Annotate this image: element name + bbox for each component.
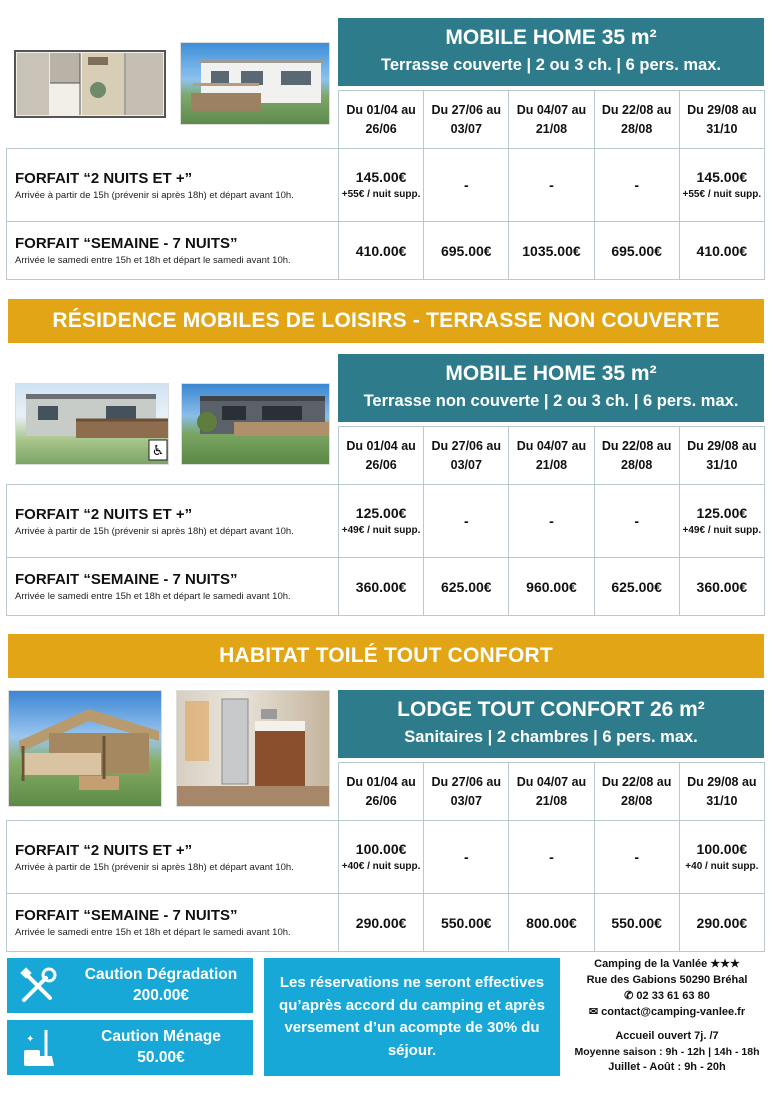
deposit-label: Caution Ménage	[101, 1028, 221, 1046]
hours-mid-season: Moyenne saison : 9h - 12h | 14h - 18h	[574, 1045, 760, 1058]
package-conditions: Arrivée à partir de 15h (prévenir si après 18h) et départ avant 10h.	[15, 189, 294, 201]
price-cell: 695.00€	[594, 222, 679, 280]
contact-block	[564, 957, 770, 1076]
price-cell: -	[594, 149, 679, 222]
price-table	[6, 762, 765, 952]
table-row	[7, 558, 765, 616]
period-header: Du 04/07 au 21/08	[509, 427, 594, 485]
period-header: Du 01/04 au 26/06	[339, 91, 424, 149]
price-cell: -	[594, 485, 679, 558]
period-header: Du 27/06 au 03/07	[424, 763, 509, 821]
product-title: MOBILE HOME 35 m²	[445, 362, 657, 385]
price-cell: 695.00€	[424, 222, 509, 280]
product-header	[338, 354, 764, 422]
price-cell: 290.00€	[679, 894, 764, 952]
price-cell: 550.00€	[594, 894, 679, 952]
phone-number[interactable]: ✆ 02 33 61 63 80	[624, 989, 710, 1002]
deposit-amount: 50.00€	[137, 1048, 185, 1066]
cleaning-icon	[7, 1026, 69, 1070]
svg-text:♿: ♿	[151, 443, 165, 459]
deposit-label: Caution Dégradation	[84, 966, 238, 984]
product-header	[338, 18, 764, 86]
package-title: FORFAIT “2 NUITS ET +”	[15, 169, 193, 187]
package-title: FORFAIT “SEMAINE - 7 NUITS”	[15, 235, 238, 252]
price-table	[6, 90, 765, 280]
price-cell: 625.00€	[594, 558, 679, 616]
price-cell: 125.00€ +49€ / nuit supp.	[679, 485, 764, 558]
package-conditions: Arrivée le samedi entre 15h et 18h et départ le samedi avant 10h.	[15, 255, 291, 266]
period-header: Du 04/07 au 21/08	[509, 91, 594, 149]
tools-icon	[7, 964, 69, 1008]
camping-name: Camping de la Vanlée ★★★	[594, 958, 740, 970]
period-header: Du 29/08 au 31/10	[679, 91, 764, 149]
damage-deposit-box	[7, 958, 253, 1013]
price-cell: 410.00€	[679, 222, 764, 280]
package-title: FORFAIT “2 NUITS ET +”	[15, 841, 193, 859]
price-cell: -	[509, 149, 594, 222]
period-header: Du 01/04 au 26/06	[339, 763, 424, 821]
period-header: Du 22/08 au 28/08	[594, 763, 679, 821]
section-banner: RÉSIDENCE MOBILES DE LOISIRS - TERRASSE NON COUVERTE	[8, 299, 764, 343]
period-header: Du 22/08 au 28/08	[594, 427, 679, 485]
price-cell: 145.00€ +55€ / nuit supp.	[339, 149, 424, 222]
period-header: Du 29/08 au 31/10	[679, 427, 764, 485]
period-header: Du 29/08 au 31/10	[679, 763, 764, 821]
price-cell: 1035.00€	[509, 222, 594, 280]
svg-text:✦: ✦	[26, 1033, 35, 1045]
hours-title: Accueil ouvert 7j. /7	[615, 1029, 719, 1042]
price-cell: -	[424, 821, 509, 894]
email-link[interactable]: ✉ contact@camping-vanlee.fr	[588, 1005, 746, 1018]
package-title: FORFAIT “SEMAINE - 7 NUITS”	[15, 907, 238, 924]
cleaning-deposit-box	[7, 1020, 253, 1075]
period-header: Du 04/07 au 21/08	[509, 763, 594, 821]
price-cell: -	[509, 821, 594, 894]
product-header	[338, 690, 764, 758]
price-cell: 800.00€	[509, 894, 594, 952]
table-row	[7, 222, 765, 280]
price-cell: 550.00€	[424, 894, 509, 952]
product-subtitle: Sanitaires | 2 chambres | 6 pers. max.	[404, 728, 698, 746]
package-title: FORFAIT “SEMAINE - 7 NUITS”	[15, 571, 238, 588]
price-cell: -	[509, 485, 594, 558]
package-title: FORFAIT “2 NUITS ET +”	[15, 505, 193, 523]
product-subtitle: Terrasse couverte | 2 ou 3 ch. | 6 pers. max.	[380, 56, 721, 74]
period-header: Du 27/06 au 03/07	[424, 91, 509, 149]
table-row	[7, 485, 765, 558]
camping-address: Rue des Gabions 50290 Bréhal	[586, 973, 748, 986]
period-header: Du 01/04 au 26/06	[339, 427, 424, 485]
package-conditions: Arrivée le samedi entre 15h et 18h et départ le samedi avant 10h.	[15, 591, 291, 602]
price-cell: -	[424, 485, 509, 558]
product-subtitle: Terrasse non couverte | 2 ou 3 ch. | 6 pers. max.	[363, 392, 739, 410]
price-cell: 360.00€	[339, 558, 424, 616]
price-cell: 100.00€ +40 / nuit supp.	[679, 821, 764, 894]
table-row	[7, 149, 765, 222]
price-cell: -	[424, 149, 509, 222]
hours-high-season: Juillet - Août : 9h - 20h	[608, 1060, 726, 1073]
reservation-notice: Les réservations ne seront effectives qu’après accord du camping et après versement d’un acompte de 30% du séjour.	[264, 958, 560, 1076]
package-conditions: Arrivée le samedi entre 15h et 18h et départ le samedi avant 10h.	[15, 927, 291, 938]
price-cell: 960.00€	[509, 558, 594, 616]
price-cell: 125.00€ +49€ / nuit supp.	[339, 485, 424, 558]
product-title: MOBILE HOME 35 m²	[445, 26, 657, 49]
price-cell: 360.00€	[679, 558, 764, 616]
table-row	[7, 894, 765, 952]
package-conditions: Arrivée à partir de 15h (prévenir si après 18h) et départ avant 10h.	[15, 525, 294, 537]
price-cell: 145.00€ +55€ / nuit supp.	[679, 149, 764, 222]
price-cell: 625.00€	[424, 558, 509, 616]
period-header: Du 22/08 au 28/08	[594, 91, 679, 149]
price-cell: -	[594, 821, 679, 894]
price-cell: 290.00€	[339, 894, 424, 952]
table-row	[7, 821, 765, 894]
price-cell: 410.00€	[339, 222, 424, 280]
package-conditions: Arrivée à partir de 15h (prévenir si après 18h) et départ avant 10h.	[15, 861, 294, 873]
product-title: LODGE TOUT CONFORT 26 m²	[397, 698, 705, 721]
period-header: Du 27/06 au 03/07	[424, 427, 509, 485]
price-cell: 100.00€ +40€ / nuit supp.	[339, 821, 424, 894]
deposit-amount: 200.00€	[132, 986, 190, 1004]
section-banner: HABITAT TOILÉ TOUT CONFORT	[8, 634, 764, 678]
price-table	[6, 426, 765, 616]
